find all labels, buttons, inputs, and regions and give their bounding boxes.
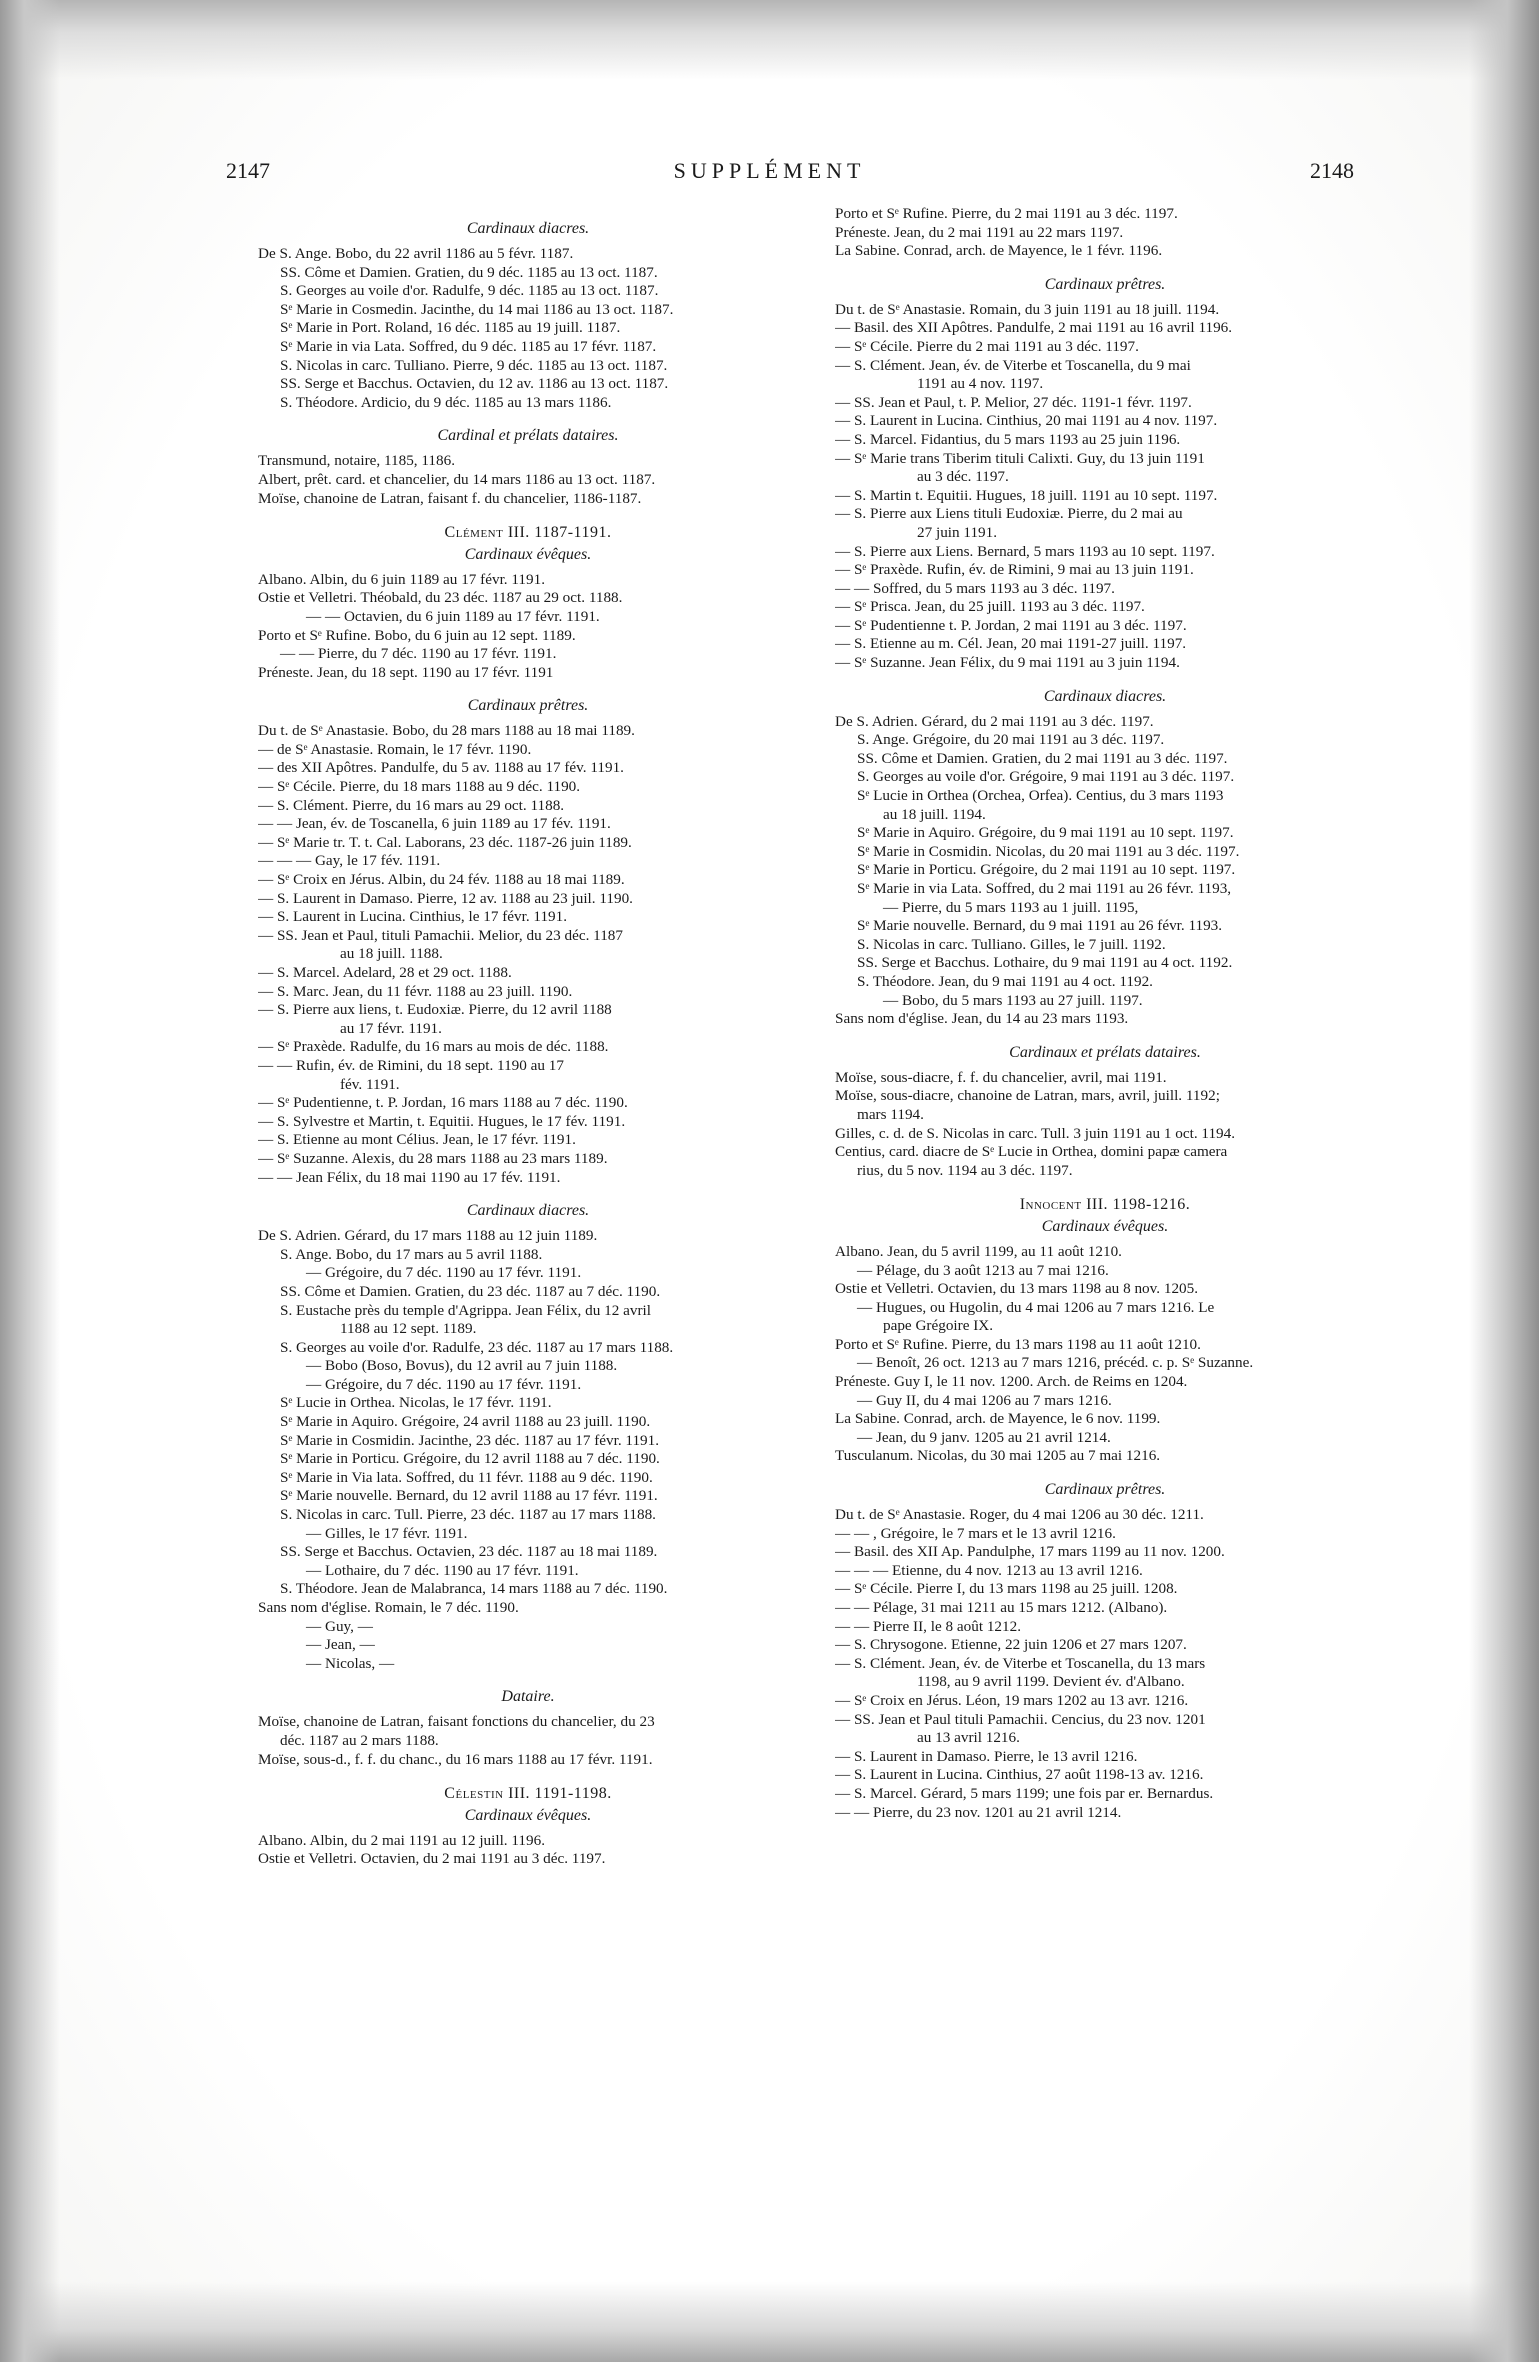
- section-heading: Cardinaux évêques.: [464, 545, 592, 563]
- entry-line: — Guy, —: [306, 1617, 373, 1635]
- entry-line: Moïse, sous-diacre, chanoine de Latran, mars, avril, juill. 1192;: [835, 1087, 1220, 1105]
- entry-line: Du t. de Sᵉ Anastasie. Bobo, du 28 mars 1188 au 18 mai 1189.: [258, 722, 635, 740]
- entry-line: Gilles, c. d. de S. Nicolas in carc. Tull. 3 juin 1191 au 1 oct. 1194.: [835, 1124, 1236, 1142]
- entry-line: — — — Etienne, du 4 nov. 1213 au 13 avril 1216.: [835, 1561, 1143, 1579]
- entry-line: — Grégoire, du 7 déc. 1190 au 17 févr. 1191.: [306, 1375, 582, 1393]
- entry-line: — Sᵉ Croix en Jérus. Léon, 19 mars 1202 au 13 avr. 1216.: [835, 1691, 1189, 1709]
- entry-line: — Grégoire, du 7 déc. 1190 au 17 févr. 1191.: [306, 1264, 582, 1282]
- entry-line: La Sabine. Conrad, arch. de Mayence, le 6 nov. 1199.: [835, 1410, 1161, 1428]
- entry-line: Porto et Sᵉ Rufine. Pierre, du 13 mars 1198 au 11 août 1210.: [835, 1335, 1201, 1353]
- entry-line: S. Nicolas in carc. Tulliano. Gilles, le 7 juill. 1192.: [857, 935, 1166, 953]
- entry-line: — — Pierre, du 23 nov. 1201 au 21 avril 1214.: [835, 1803, 1122, 1821]
- pontificate-heading: Clément III. 1187-1191.: [444, 524, 612, 542]
- entry-line: — Basil. des XII Apôtres. Pandulfe, 2 mai 1191 au 16 avril 1196.: [835, 319, 1233, 337]
- entry-line: — Sᵉ Cécile. Pierre, du 18 mars 1188 au 9 déc. 1190.: [258, 778, 581, 796]
- entry-line: S. Eustache près du temple d'Agrippa. Jean Félix, du 12 avril: [280, 1301, 651, 1319]
- entry-line: — S. Sylvestre et Martin, t. Equitii. Hugues, le 17 fév. 1191.: [258, 1112, 626, 1130]
- entry-line: SS. Côme et Damien. Gratien, du 9 déc. 1185 au 13 oct. 1187.: [280, 263, 658, 281]
- section-heading: Cardinaux et prélats dataires.: [1009, 1043, 1201, 1061]
- entry-line: — S. Laurent in Lucina. Cinthius, le 17 févr. 1191.: [258, 908, 568, 926]
- entry-line: Sᵉ Marie in Aquiro. Grégoire, 24 avril 1188 au 23 juill. 1190.: [280, 1413, 651, 1431]
- entry-line: Sᵉ Marie in Cosmedin. Jacinthe, du 14 mai 1186 au 13 oct. 1187.: [280, 300, 674, 318]
- entry-line: S. Ange. Grégoire, du 20 mai 1191 au 3 déc. 1197.: [857, 731, 1165, 749]
- entry-line: — S. Chrysogone. Etienne, 22 juin 1206 et 27 mars 1207.: [835, 1636, 1187, 1654]
- entry-line: — S. Martin t. Equitii. Hugues, 18 juill. 1191 au 10 sept. 1197.: [835, 486, 1218, 504]
- section-heading: Cardinal et prélats dataires.: [437, 427, 619, 445]
- entry-line: au 17 févr. 1191.: [340, 1019, 442, 1037]
- entry-line: — Sᵉ Marie tr. T. t. Cal. Laborans, 23 déc. 1187-26 juin 1189.: [258, 833, 632, 851]
- entry-line: — Hugues, ou Hugolin, du 4 mai 1206 au 7 mars 1216. Le: [857, 1298, 1215, 1316]
- entry-line: Sᵉ Marie in Porticu. Grégoire, du 2 mai 1191 au 10 sept. 1197.: [857, 861, 1236, 879]
- entry-line: — Sᵉ Praxède. Rufin, év. de Rimini, 9 mai au 13 juin 1191.: [835, 561, 1194, 579]
- entry-line: Ostie et Velletri. Octavien, du 2 mai 1191 au 3 déc. 1197.: [258, 1850, 606, 1868]
- page-number-left: 2147: [226, 158, 270, 183]
- section-heading: Cardinaux évêques.: [1041, 1217, 1169, 1235]
- entry-line: Sᵉ Lucie in Orthea (Orchea, Orfea). Centius, du 3 mars 1193: [857, 787, 1224, 805]
- entry-line: S. Georges au voile d'or. Grégoire, 9 mai 1191 au 3 déc. 1197.: [857, 768, 1235, 786]
- entry-line: — S. Marcel. Fidantius, du 5 mars 1193 au 25 juin 1196.: [835, 430, 1181, 448]
- entry-line: au 13 avril 1216.: [917, 1729, 1020, 1747]
- scan-edge-right: [1469, 0, 1539, 2362]
- entry-line: — Sᵉ Cécile. Pierre du 2 mai 1191 au 3 déc. 1197.: [835, 337, 1139, 355]
- entry-line: Sᵉ Marie in Cosmidin. Nicolas, du 20 mai 1191 au 3 déc. 1197.: [857, 842, 1240, 860]
- entry-line: SS. Côme et Damien. Gratien, du 23 déc. 1187 au 7 déc. 1190.: [280, 1282, 661, 1300]
- scan-edge-top: [0, 0, 1539, 80]
- entry-line: Sᵉ Marie nouvelle. Bernard, du 9 mai 1191 au 26 févr. 1193.: [857, 917, 1223, 935]
- entry-line: Préneste. Jean, du 18 sept. 1190 au 17 févr. 1191: [258, 663, 554, 681]
- entry-line: — Sᵉ Prisca. Jean, du 25 juill. 1193 au 3 déc. 1197.: [835, 598, 1145, 616]
- entry-line: Moïse, sous-d., f. f. du chanc., du 16 mars 1188 au 17 févr. 1191.: [258, 1750, 653, 1768]
- entry-line: — S. Marcel. Gérard, 5 mars 1199; une fois par er. Bernardus.: [835, 1784, 1214, 1802]
- entry-line: — Pierre, du 5 mars 1193 au 1 juill. 1195,: [883, 898, 1139, 916]
- entry-line: Moïse, chanoine de Latran, faisant fonctions du chancelier, du 23: [258, 1713, 655, 1731]
- entry-line: — — Pierre, du 7 déc. 1190 au 17 févr. 1191.: [280, 645, 557, 663]
- entry-line: Sᵉ Lucie in Orthea. Nicolas, le 17 févr. 1191.: [280, 1394, 552, 1412]
- entry-line: — S. Etienne au m. Cél. Jean, 20 mai 1191-27 juill. 1197.: [835, 635, 1187, 653]
- entry-line: au 18 juill. 1194.: [883, 805, 986, 823]
- entry-line: Albano. Jean, du 5 avril 1199, au 11 août 1210.: [835, 1242, 1122, 1260]
- pontificate-heading: Innocent III. 1198-1216.: [1019, 1196, 1191, 1214]
- entry-line: — S. Laurent in Lucina. Cinthius, 20 mai 1191 au 4 nov. 1197.: [835, 412, 1218, 430]
- entry-line: — S. Etienne au mont Célius. Jean, le 17 févr. 1191.: [258, 1131, 576, 1149]
- section-heading: Dataire.: [501, 1688, 555, 1706]
- entry-line: — SS. Jean et Paul tituli Pamachii. Cencius, du 23 nov. 1201: [835, 1710, 1206, 1728]
- entry-line: — SS. Jean et Paul, t. P. Melior, 27 déc. 1191-1 févr. 1197.: [835, 393, 1192, 411]
- entry-line: — S. Marc. Jean, du 11 févr. 1188 au 23 juill. 1190.: [258, 982, 573, 1000]
- entry-line: — — , Grégoire, le 7 mars et le 13 avril 1216.: [835, 1524, 1116, 1542]
- entry-line: — — Pierre II, le 8 août 1212.: [835, 1617, 1022, 1635]
- entry-line: Albano. Albin, du 2 mai 1191 au 12 juill. 1196.: [258, 1831, 545, 1849]
- entry-line: Albert, prêt. card. et chancelier, du 14 mars 1186 au 13 oct. 1187.: [258, 470, 656, 488]
- entry-line: — S. Pierre aux liens, t. Eudoxiæ. Pierre, du 12 avril 1188: [258, 1001, 612, 1019]
- entry-line: — Jean, —: [306, 1636, 375, 1654]
- entry-line: — S. Clément. Jean, év. de Viterbe et Toscanella, du 9 mai: [835, 356, 1191, 374]
- entry-line: 27 juin 1191.: [917, 523, 998, 541]
- entry-line: — Sᵉ Pudentienne, t. P. Jordan, 16 mars 1188 au 7 déc. 1190.: [258, 1094, 628, 1112]
- entry-line: Moïse, chanoine de Latran, faisant f. du chancelier, 1186-1187.: [258, 489, 642, 507]
- entry-line: — Sᵉ Croix en Jérus. Albin, du 24 fév. 1188 au 18 mai 1189.: [258, 871, 625, 889]
- entry-line: Sᵉ Marie in Aquiro. Grégoire, du 9 mai 1191 au 10 sept. 1197.: [857, 824, 1234, 842]
- entry-line: SS. Côme et Damien. Gratien, du 2 mai 1191 au 3 déc. 1197.: [857, 749, 1228, 767]
- entry-line: S. Nicolas in carc. Tull. Pierre, 23 déc. 1187 au 17 mars 1188.: [280, 1506, 656, 1524]
- entry-line: S. Théodore. Jean, du 9 mai 1191 au 4 oct. 1192.: [857, 972, 1153, 990]
- entry-line: — S. Laurent in Damaso. Pierre, 12 av. 1188 au 23 juil. 1190.: [258, 889, 633, 907]
- entry-line: Transmund, notaire, 1185, 1186.: [258, 452, 456, 470]
- entry-line: Centius, card. diacre de Sᵉ Lucie in Orthea, domini papæ camera: [835, 1143, 1228, 1161]
- entry-line: — Guy II, du 4 mai 1206 au 7 mars 1216.: [857, 1391, 1112, 1409]
- section-heading: Cardinaux évêques.: [464, 1806, 592, 1824]
- entry-line: — Sᵉ Marie trans Tiberim tituli Calixti. Guy, du 13 juin 1191: [835, 449, 1205, 467]
- entry-line: Sᵉ Marie in via Lata. Soffred, du 2 mai 1191 au 26 févr. 1193,: [857, 880, 1232, 897]
- entry-line: Sᵉ Marie in Porticu. Grégoire, du 12 avril 1188 au 7 déc. 1190.: [280, 1450, 660, 1468]
- entry-line: De S. Adrien. Gérard, du 17 mars 1188 au 12 juin 1189.: [258, 1227, 598, 1245]
- section-heading: Cardinaux prêtres.: [1044, 275, 1166, 293]
- entry-line: — S. Clément. Pierre, du 16 mars au 29 oct. 1188.: [258, 796, 565, 814]
- entry-line: déc. 1187 au 2 mars 1188.: [280, 1731, 439, 1749]
- entry-line: Sᵉ Marie nouvelle. Bernard, du 12 avril 1188 au 17 févr. 1191.: [280, 1487, 658, 1505]
- entry-line: S. Théodore. Jean de Malabranca, 14 mars 1188 au 7 déc. 1190.: [280, 1580, 668, 1598]
- entry-line: — — Jean Félix, du 18 mai 1190 au 17 fév. 1191.: [258, 1168, 561, 1186]
- entry-line: — Benoît, 26 oct. 1213 au 7 mars 1216, précéd. c. p. Sᵉ Suzanne.: [857, 1354, 1254, 1372]
- entry-line: — Sᵉ Cécile. Pierre I, du 13 mars 1198 au 25 juill. 1208.: [835, 1580, 1178, 1598]
- entry-line: — Sᵉ Praxède. Radulfe, du 16 mars au mois de déc. 1188.: [258, 1038, 609, 1056]
- section-heading: Cardinaux diacres.: [466, 1202, 590, 1220]
- entry-line: Porto et Sᵉ Rufine. Bobo, du 6 juin au 12 sept. 1189.: [258, 626, 576, 644]
- entry-line: 1191 au 4 nov. 1197.: [917, 375, 1044, 393]
- entry-line: — — Pélage, 31 mai 1211 au 15 mars 1212. (Albano).: [835, 1599, 1168, 1616]
- page-header: [0, 158, 1539, 198]
- entry-line: — S. Pierre aux Liens. Bernard, 5 mars 1193 au 10 sept. 1197.: [835, 542, 1215, 560]
- entry-line: Préneste. Jean, du 2 mai 1191 au 22 mars 1197.: [835, 223, 1124, 241]
- section-heading: Cardinaux prêtres.: [1044, 1481, 1166, 1499]
- entry-line: pape Grégoire IX.: [883, 1317, 994, 1335]
- entry-line: 1198, au 9 avril 1199. Devient év. d'Albano.: [917, 1673, 1185, 1691]
- entry-line: au 18 juill. 1188.: [340, 945, 443, 963]
- section-heading: Cardinaux diacres.: [1043, 687, 1167, 705]
- entry-line: mars 1194.: [857, 1105, 924, 1123]
- entry-line: — Jean, du 9 janv. 1205 au 21 avril 1214.: [857, 1428, 1111, 1446]
- entry-line: fév. 1191.: [340, 1075, 400, 1093]
- entry-line: Sans nom d'église. Jean, du 14 au 23 mars 1193.: [835, 1010, 1129, 1028]
- pontificate-heading: Célestin III. 1191-1198.: [444, 1785, 612, 1803]
- entry-line: — S. Laurent in Damaso. Pierre, le 13 avril 1216.: [835, 1747, 1138, 1765]
- entry-line: — Gilles, le 17 févr. 1191.: [306, 1524, 468, 1542]
- entry-line: De S. Ange. Bobo, du 22 avril 1186 au 5 févr. 1187.: [258, 245, 574, 262]
- entry-line: S. Ange. Bobo, du 17 mars au 5 avril 1188.: [280, 1245, 543, 1263]
- entry-line: Sᵉ Marie in Via lata. Soffred, du 11 févr. 1188 au 9 déc. 1190.: [280, 1468, 653, 1486]
- entry-line: — Lothaire, du 7 déc. 1190 au 17 févr. 1191.: [306, 1561, 579, 1579]
- entry-line: — SS. Jean et Paul, tituli Pamachii. Melior, du 23 déc. 1187: [258, 926, 623, 944]
- right-column: [835, 205, 1375, 1822]
- entry-line: S. Théodore. Ardicio, du 9 déc. 1185 au 13 mars 1186.: [280, 393, 612, 411]
- entry-line: — Basil. des XII Ap. Pandulphe, 17 mars 1199 au 11 nov. 1200.: [835, 1543, 1225, 1561]
- entry-line: — S. Pierre aux Liens tituli Eudoxiæ. Pierre, du 2 mai au: [835, 505, 1183, 523]
- page-number-right: 2148: [1310, 158, 1354, 183]
- entry-line: SS. Serge et Bacchus. Octavien, 23 déc. 1187 au 18 mai 1189.: [280, 1543, 658, 1561]
- entry-line: Préneste. Guy I, le 11 nov. 1200. Arch. de Reims en 1204.: [835, 1373, 1188, 1391]
- scan-edge-bottom: [0, 2282, 1539, 2362]
- entry-line: — — Soffred, du 5 mars 1193 au 3 déc. 1197.: [835, 579, 1115, 597]
- entry-line: De S. Adrien. Gérard, du 2 mai 1191 au 3 déc. 1197.: [835, 712, 1154, 730]
- entry-line: — S. Clément. Jean, év. de Viterbe et Toscanella, du 13 mars: [835, 1654, 1206, 1672]
- entry-line: rius, du 5 nov. 1194 au 3 déc. 1197.: [857, 1161, 1073, 1179]
- entry-line: Sᵉ Marie in via Lata. Soffred, du 9 déc. 1185 au 17 févr. 1187.: [280, 337, 657, 355]
- entry-line: Sᵉ Marie in Cosmidin. Jacinthe, 23 déc. 1187 au 17 févr. 1191.: [280, 1431, 660, 1449]
- entry-line: au 3 déc. 1197.: [917, 468, 1009, 486]
- entry-line: Moïse, sous-diacre, f. f. du chancelier, avril, mai 1191.: [835, 1068, 1167, 1086]
- left-column: [258, 205, 798, 1869]
- entry-line: — — Octavien, du 6 juin 1189 au 17 févr. 1191.: [306, 607, 600, 625]
- entry-line: S. Nicolas in carc. Tulliano. Pierre, 9 déc. 1185 au 13 oct. 1187.: [280, 356, 668, 374]
- entry-line: — S. Marcel. Adelard, 28 et 29 oct. 1188.: [258, 964, 512, 981]
- entry-line: Albano. Albin, du 6 juin 1189 au 17 févr. 1191.: [258, 570, 545, 588]
- entry-line: Sᵉ Marie in Port. Roland, 16 déc. 1185 au 19 juill. 1187.: [280, 319, 621, 337]
- entry-line: S. Georges au voile d'or. Radulfe, 9 déc. 1185 au 13 oct. 1187.: [280, 282, 659, 300]
- entry-line: — — Rufin, év. de Rimini, du 18 sept. 1190 au 17: [258, 1056, 564, 1074]
- entry-line: Du t. de Sᵉ Anastasie. Roger, du 4 mai 1206 au 30 déc. 1211.: [835, 1506, 1204, 1524]
- entry-line: — de Sᵉ Anastasie. Romain, le 17 févr. 1190.: [258, 740, 532, 758]
- section-heading: Cardinaux prêtres.: [467, 697, 589, 715]
- entry-line: — S. Laurent in Lucina. Cinthius, 27 août 1198-13 av. 1216.: [835, 1766, 1204, 1784]
- entry-line: La Sabine. Conrad, arch. de Mayence, le 1 févr. 1196.: [835, 242, 1163, 260]
- entry-line: SS. Serge et Bacchus. Octavien, du 12 av. 1186 au 13 oct. 1187.: [280, 375, 669, 393]
- running-title: SUPPLÉMENT: [673, 158, 866, 183]
- entry-line: Porto et Sᵉ Rufine. Pierre, du 2 mai 1191 au 3 déc. 1197.: [835, 205, 1178, 222]
- entry-line: — — — Gay, le 17 fév. 1191.: [258, 852, 441, 870]
- entry-line: — Sᵉ Suzanne. Alexis, du 28 mars 1188 au 23 mars 1189.: [258, 1149, 608, 1167]
- entry-line: — Sᵉ Suzanne. Jean Félix, du 9 mai 1191 au 3 juin 1194.: [835, 654, 1180, 672]
- entry-line: 1188 au 12 sept. 1189.: [340, 1320, 477, 1338]
- entry-line: — Pélage, du 3 août 1213 au 7 mai 1216.: [857, 1261, 1109, 1279]
- scan-edge-left: [0, 0, 60, 2362]
- entry-line: — — Jean, év. de Toscanella, 6 juin 1189 au 17 fév. 1191.: [258, 815, 611, 833]
- entry-line: — Bobo (Boso, Bovus), du 12 avril au 7 juin 1188.: [306, 1357, 618, 1375]
- entry-line: — Sᵉ Pudentienne t. P. Jordan, 2 mai 1191 au 3 déc. 1197.: [835, 616, 1187, 634]
- entry-line: — Bobo, du 5 mars 1193 au 27 juill. 1197.: [883, 991, 1143, 1009]
- entry-line: SS. Serge et Bacchus. Lothaire, du 9 mai 1191 au 4 oct. 1192.: [857, 954, 1233, 972]
- entry-line: — des XII Apôtres. Pandulfe, du 5 av. 1188 au 17 fév. 1191.: [258, 759, 624, 777]
- entry-line: Sans nom d'église. Romain, le 7 déc. 1190.: [258, 1599, 519, 1616]
- entry-line: Ostie et Velletri. Théobald, du 23 déc. 1187 au 29 oct. 1188.: [258, 589, 623, 607]
- section-heading: Cardinaux diacres.: [466, 220, 590, 237]
- entry-line: Tusculanum. Nicolas, du 30 mai 1205 au 7 mai 1216.: [835, 1447, 1161, 1465]
- entry-line: Du t. de Sᵉ Anastasie. Romain, du 3 juin 1191 au 18 juill. 1194.: [835, 300, 1220, 318]
- entry-line: S. Georges au voile d'or. Radulfe, 23 déc. 1187 au 17 mars 1188.: [280, 1338, 674, 1356]
- entry-line: — Nicolas, —: [306, 1654, 395, 1672]
- entry-line: Ostie et Velletri. Octavien, du 13 mars 1198 au 8 nov. 1205.: [835, 1280, 1199, 1298]
